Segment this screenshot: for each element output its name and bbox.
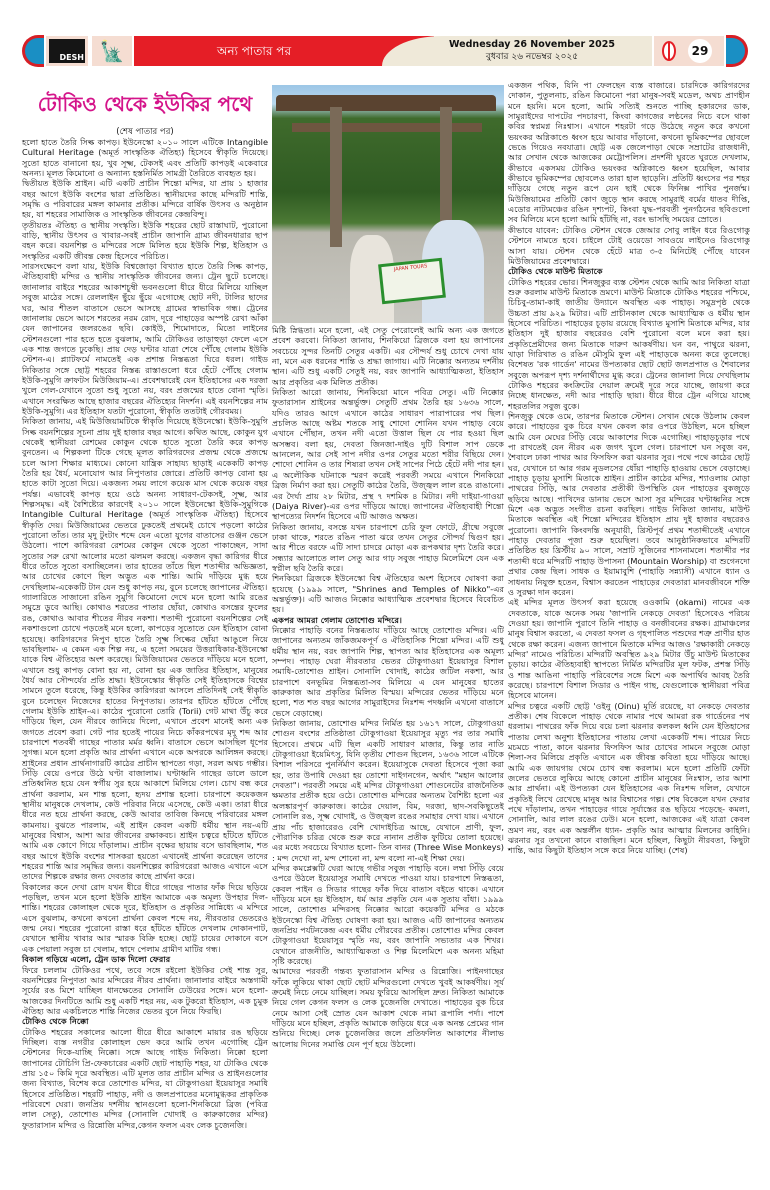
article-paragraph: মন্দির কমপ্লেক্সটি ঘেরা আছে গভীর সবুজ পাহাড়ি বনে। লম্বা সিঁড়ি বেয়ে ওপরে উঠলে ইয়েয়াসুর সমাধি দেখতে পাওয়া যায়। চারপাশে নিস্তব্ধতা, কেবল পাইন ও সিডার গাছের ফাঁক দিয়ে বাতাস বইতে থাকে। এখানে দাঁড়িয়ে মনে হয় ইতিহাস, ধর্ম আর প্রকৃতি যেন এক সুতায় বাঁধা। ১৯৯৯ সালে, তোশোগু মন্দিরসহ নিক্কোর আরো কয়েকটি মন্দির ও মঠকে ইউনেস্কো বিশ্ব ঐতিহ্য ঘোষণা করা হয়। আজও এটি জাপানের অন্যতম জনপ্রিয় পর্যটনকেন্দ্র এবং ধর্মীয় গৌরবের প্রতীক। তোশোগু মন্দির কেবল টোকুগাওয়া ইয়েয়াসুর স্মৃতি নয়, বরং জাপানি সভ্যতার এক শিখর। যেখানে রাজনীতি, আধ্যাত্মিকতা ও শিল্প মিলেমিশে এক অনন্য মহিমা সৃষ্টি করেছে। (272, 862, 504, 966)
flag-emblem-icon (662, 41, 676, 61)
article-column-2 (272, 325, 504, 1049)
article-subheading: একপর আমরা গেলাম তোশোগু মন্দিরে। (272, 614, 402, 625)
article-paragraph: শিনজুকু থেকে ওমে, তারপর মিতাকে স্টেশন। সেখান থেকে উঠলাম কেবল কারে। পাহাড়ের বুক চিরে যখন কেবল কার ওপরে উঠছিল, মনে হচ্ছিল আমি যেন মেঘের সিঁড়ি বেয়ে আকাশের দিকে এগোচ্ছি। পাহাড়চূড়ার পথে পা রাখতেই যেন নীরব এক জগৎ খুলে গেল। চারপাশে ঘন সবুজ বন, শৈবালে ঢাকা পাথর আর ফিসফিস করা ঝরনার সুর। পথে পথে কাঠের ছোট্ট ঘর, যেখানে চা আর গরম নুডলসের ধোঁয়া পাহাড়ি হাওয়ায় ভেসে বেড়াচ্ছে। পাহাড় চূড়ায় মুসাশি মিতাকে শ্রাইন। প্রাচীন কাঠের মন্দির, শ্যাওলায় মোড়া পাথরের সিঁড়ি, আর দেবতার প্রতীকী উপস্থিতি যেন পাহাড়ের বুকজুড়ে ছড়িয়ে আছে। পাখিদের ডানায় ভেসে আসা সুর মন্দিরের ঘণ্টাধ্বনির সঙ্গে মিশে এক অদ্ভুত সংগীত রচনা করছিল। গাইড নিকিতা জানায়, মাউন্ট মিতাকে অবস্থিত এই শিন্তো মন্দিরের ইতিহাস প্রায় দুই হাজার বছরেরও পুরোনো। জাপানি কিংবদন্তি অনুযায়ী, খ্রিস্টপূর্ব প্রথম শতাব্দীতেই এখানে পাহাড় দেবতার পূজা শুরু হয়েছিল। তবে আনুষ্ঠানিকভাবে মন্দিরটি প্রতিষ্ঠিত হয় খ্রিস্টীয় ৯০ সালে, সম্রাট সুজিনের শাসনামলে। শতাব্দীর পর শতাব্দী ধরে মন্দিরটি পাহাড় উপাসনা (Mountain Worship) বা শুগেনদো প্রথার কেন্দ্র ছিল। সাধক ও ইয়ামাবুশি (পাহাড়ি সন্ন্যাসী) এখানে ধ্যান ও সাধনায় নিযুক্ত হতেন, বিশ্বাস করতেন পাহাড়ের দেবতারা মানবজীবনে শক্তি ও সুরক্ষা দান করেন। (508, 411, 750, 597)
article-photo (272, 85, 504, 323)
article-paragraph: এই মন্দির মূলত উৎসর্গ করা হয়েছে ওওকামি (okami) নামের এক দেবতাকে, যাকে অনেক সময় 'জাপানি নেকড়ে দেবতা' হিসেবেও পরিচয় দেওয়া হয়। জাপানি পুরাণে তিনি পাহাড় ও বনজীবনের রক্ষক। গ্রামাঞ্চলের মানুষ বিশ্বাস করতো, এ দেবতা ফসল ও গৃহপালিত পশুদের শত্রু প্রাণীর হাত থেকে রক্ষা করেন। এজন্য জাপানে মিতাকে মন্দির আজও 'রক্ষাকারী নেকড়ে মন্দির' নামেও পরিচিত। মন্দিরটি অবস্থিত ৯২৯ মিটার উঁচু মাউন্ট মিতাকের চূড়ায়। কাঠের ঐতিহ্যবাহী স্থাপত্যে নির্মিত মন্দিরটির মূল ফটক, প্রশস্ত সিঁড়ি ও শান্ত আঙিনা পাহাড়ি পরিবেশের সঙ্গে মিশে এক অপার্থিব আবহ তৈরি করেছে। চারপাশে বিশাল সিডার ও পাইন গাছ, যেগুলোকে স্থানীয়রা পবিত্র হিসেবে মানেন। (508, 597, 750, 701)
page-number-box (654, 36, 724, 66)
page-number: 29 (688, 39, 712, 63)
date-english: Wednesday 26 November 2025 (449, 39, 615, 50)
header-right-cap (726, 35, 748, 67)
article-paragraph: মন্দির চত্বরে একটি ছোট্ট 'ওইনু (Oinu) মূর্তি রয়েছে, যা নেকড়ে দেবতার প্রতীক। শেষ বিকেলে পাহাড় থেকে নামার পথে আমরা রক গার্ডেনের পথ ধরলাম। পাথরের ফাঁক দিয়ে বয়ে চলা ঝরনার কলকল ধ্বনি যেন ইতিহাসের পাতায় লেখা অনুশ্য ইতিহাসের পাতায় লেখা একেকটি শব্দ। পায়ের নিচে মচমচে পাতা, কানে ঝরনার ফিসফিস আর চোখের সামনে সবুজে মোড়া শিলা-সব মিলিয়ে প্রকৃতি এখানে এক জীবন্ত কবিতা হয়ে দাঁড়িয়ে আছে। আমি এক জায়গায় থেমে চোখ বন্ধ করলাম। মনে হলো প্রতিটি ফোঁটা জলের ভেতরে লুকিয়ে আছে কোনো প্রাচীন মানুষের নিঃশ্বাস, তার আশা আর প্রার্থনা। এই উপত্যকা যেন ইতিহাসের এক নিঃশব্দ দলিল, যেখানে প্রকৃতিই লিখে রেখেছে মানুষ আর বিশ্বাসের গল্প। শেষ বিকেলে যখন ফেরার পথে দাঁড়ালাম, তখন পাহাড়ের গায়ে সূর্যাস্তের রঙ ছড়িয়ে পড়েছে- কমলা, সোনালি, আর লাল রঙের ঢেউ। মনে হলো, আজকের এই যাত্রা কেবল ভ্রমণ নয়, বরং এক অন্তর্লীন ধ্যান- প্রকৃতি আর আত্মার মিলনের কাহিনি। ঝরনার সুর তখনো কানে বাজছিল। মনে হচ্ছিল, কিছুটা নীরবতা, কিছুটা শান্তি, আর কিছুটা ইতিহাস সঙ্গে করে নিয়ে যাচ্ছি। (শেষ) (508, 700, 750, 856)
article-paragraph: হলো হাতে তৈরি সিল্ক কাপড়। ইউনেস্কো ২০১০ সালে এটিকে Intangible Cultural Heritage (অমূর্ত সাংস্কৃতিক ঐতিহ্য) হিসেবে স্বীকৃতি দিয়েছে। সুতো হাতে বানানো হয়, খুব সূক্ষ্ম, টেকসই এবং প্রতিটি কাপড়ই একেবারে অনন্য। মূলত কিমোনো ও অন্যান্য হস্তনির্মিত সামগ্রী তৈরিতে ব্যবহৃত হয়। (22, 137, 268, 179)
article-subheading: বিকাল গড়িয়ে এলো, ট্রেন ডাক দিলো ফেরার (22, 954, 171, 965)
section-label: অন্য পাতার পর (216, 44, 292, 58)
date-bengali: বুধবার ২৬ নভেম্বর ২০২৫ (485, 52, 579, 62)
tour-banner: JAPAN TOURS (378, 258, 446, 304)
article-paragraph: টোকিও শহরের ভোর। শিনজুকুর ব্যস্ত স্টেশন থেকে আমি আর নিকিতা যাত্রা শুরু করলাম মাউন্ট মিতাকে ভ্রমণে। মাউন্ট মিতাকে টোকিও শহরের পশ্চিমে, চিচিবু-তামা-কাই জাতীয় উদ্যানে অবস্থিত এক পাহাড়। সমুদ্রপৃষ্ঠ থেকে উচ্চতা প্রায় ৯২৯ মিটার। এটি প্রাচীনকাল থেকে আধ্যাত্মিক ও ধর্মীয় স্থান হিসেবে পরিচিত। পাহাড়ের চূড়ায় রয়েছে বিখ্যাত মুসাশি মিতাকে মন্দির, যার ইতিহাস দুই হাজার বছরেরও বেশি পুরোনো বলে মনে করা হয়। প্রকৃতিপ্রেমীদের জন্য মিতাকে দারুণ আকর্ষণীয়। ঘন বন, পাথুরে ঝরনা, খাড়া গিরিখাত ও রঙিন মৌসুমি ফুল এই পাহাড়কে অনন্য করে তুলেছে। বিশেষত 'রক গার্ডেন' নামের উপত্যকার ছোট ছোট জলপ্রপাত ও শৈবালের সবুজে অপরূপ দৃশ্য দর্শনার্থীদের মুগ্ধ করে। ট্রেনের জানালা দিয়ে দেখছিলাম টোকিও শহরের কংক্রিটের দেয়াল ক্রমেই দূরে সরে যাচ্ছে, জায়গা করে নিচ্ছে ধানক্ষেত, নদী আর পাহাড়ি ছায়া। ধীরে ধীরে ট্রেন এগিয়ে যাচ্ছে শহরতলির সবুজ বুকে। (508, 276, 750, 411)
article-paragraph: ফিরে চললাম টোকিওর পথে, তবে সঙ্গে রইলো ইউকির সেই শান্ত সুর, বয়নশিল্পের নিপুণতা আর মন্দিরের নীরব প্রার্থনা। জানালার বাইরে অস্তগামী সূর্যের রঙ মিশে যাচ্ছিল ধানক্ষেতের সোনালি ঢেউয়ের সঙ্গে। মনে হলো-আজকের দিনটিতে আমি শুধু একটি শহর নয়, এক টুকরো ইতিহাস, এক চুমুক ঐতিহ্য আর একচিলতে শান্তি নিজের ভেতর বুনে নিয়ে ফিরছি। (22, 964, 268, 1016)
date-box (382, 36, 652, 66)
article-column-1 (22, 137, 268, 1130)
header-left-cap (22, 35, 44, 67)
article-paragraph: গ্যালারিতে সাজানো রঙিন সুমুগি কিমোনো দেখে মনে হলো আমি রঙের সমুদ্রে ডুবে আছি। কোথাও শরতের পাতার ছোঁয়া, কোথাও বসন্তের ফুলের রঙ, কোথাও আবার শীতের নীরব নকশা। শতাব্দী পুরোনো বয়নশিল্পের সেই নকশাগুলো চোখে পড়তেই মনে হলো, কাপড়ের সুতোতে যেন ইতিহাস বোনা হয়েছে। কারিগরদের নিপুণ হাতে তৈরি সূক্ষ্ম সিল্কের ছোঁয়া আঙুলে নিয়ে ভাবছিলাম- এ কেমন এক শিল্প নয়, এ হলো সময়ের উত্তরাধিকার-ইউনেস্কো যাকে বিশ্ব ঐতিহ্যের অংশ করেছে। মিউজিয়ামের ভেতরে দাঁড়িয়ে মনে হলো, এখানে শুধু কাপড় বোনা হয় না, বোনা হয় এক জাতির ইতিহাস, মানুষের ধৈর্য আর সৌন্দর্যের প্রতি শ্রদ্ধা। ইউনেস্কোর স্বীকৃতি সেই ইতিহাসকে বিশ্বের সামনে তুলে ধরেছে, কিন্তু ইউকির কারিগররা আসলে প্রতিদিনই সেই স্বীকৃতি বুনে চলেছেন নিজেদের হাতের নিপুণতায়। তারপর হাঁটতে হাঁটতে পৌঁছে গেলাম ইউকি শ্রাইন-এ। কাঠের পুরোনো তোরি (Torii) গেট মাথা উঁচু করে দাঁড়িয়ে ছিল, যেন নীরবে জানিয়ে দিলো, এখানে প্রবেশ মানেই অন্য এক জগতে প্রবেশ করা। গেট পার হতেই পায়ের নিচে কাঁকরপথের মৃদু শব্দ আর চারপাশে শতবর্ষী গাছের পাতার মর্মর ধ্বনি। বাতাসে ভেসে আসছিল ধূপের সুগন্ধ। মনে হলো প্রকৃতি আর প্রার্থনা এখানে একে অপরকে আলিঙ্গন করছে। শ্রাইনের প্রধান প্রার্থনাগারটি কাঠের প্রাচীন স্থাপত্যে গড়া, সরল অথচ গম্ভীর। সিঁড়ি বেয়ে ওপরে উঠে ঘণ্টা বাজালাম। ঘণ্টাধ্বনি গাছের ডালে ডালে প্রতিধ্বনিত হয়ে যেন স্বর্গীয় সুর হয়ে আকাশে মিলিয়ে গেল। চোখ বন্ধ করে প্রার্থনা করলাম, মন শান্ত হলো, হৃদয় প্রশান্ত হলো। চারপাশে কয়েকজন স্থানীয় মানুষকে দেখলাম, কেউ পরিবার নিয়ে এসেছে, কেউ একা। তারা ধীরে ধীরে নত হয়ে প্রার্থনা করছে, কেউ আবার তাবিজ কিনছে পরিবারের মঙ্গল কামনায়। বুঝতে পারলাম, এই শ্রাইন কেবল একটি ধর্মীয় স্থান নয়-এটি মানুষের বিশ্বাস, আশা আর জীবনের রক্ষাকবচ। শ্রাইন চত্বরে হাঁটতে হাঁটতে আমি এক কোণে গিয়ে দাঁড়ালাম। প্রাচীন বৃক্ষের ছায়ায় বসে ভাবছিলাম, শত বছর আগে ইউকি বংশের শাসকরা হয়তো এখানেই প্রার্থনা করেছেন তাদের শহরের শান্তি আর সমৃদ্ধির জন্য। বয়নশিল্পের কারিগরেরা আজও এখানে এসে তাদের শিল্পকে রক্ষার জন্য দেবতার কাছে প্রার্থনা করে। (22, 592, 268, 882)
article-paragraph: নিকিতা জানায়, এই মিউজিয়ামটিকে স্বীকৃতি দিয়েছে ইউনেস্কো। ইউকি-সুমুগি সিল্ক বয়নশিল্পের সূচনা প্রায় দুই হাজার বছর আগে। কথিত আছে, কোকুন যুগ থেকেই স্থানীয়রা রেশমের কোকুন থেকে হাতে সুতো তৈরি করে কাপড় বুনতেন। এ শিল্পকলা টিকে গেছে মূলত কারিগরদের প্রজন্ম থেকে প্রজন্মে চলে আসা শিক্ষার মাধ্যমে। কোনো যান্ত্রিক সাহায্য ছাড়াই একেকটি কাপড় তৈরি হয় ধৈর্য, মনোযোগ আর নিপুণতার জোরে। প্রতিটি কাপড় বোনা হয় হাতে কাটা সুতো দিয়ে। একজন্য সময় লাগে কয়েক মাস থেকে কয়েক বছর পর্যন্ত। এভাবেই কাপড় হয়ে ওঠে অনন্য সাধারণ-টেকসই, সূক্ষ্ম, আর শিল্পসমৃদ্ধ। এই বৈশিষ্ট্যের কারণেই ২০১০ সালে ইউনেস্কো ইউকি-সুমুগিকে Intangible Cultural Heritage (অমূর্ত সাংস্কৃতিক ঐতিহ্য) হিসেবে স্বীকৃতি দেয়। মিউজিয়ামের ভেতরে ঢুকতেই প্রথমেই চোখে পড়লো কাঠের পুরোনো তাঁত। তার মৃদু টুংটাং শব্দে যেন এতো যুগের বাতাসের গুঞ্জন ভেসে উঠলো। পাশে কারিগররা রেশমের কোকুন থেকে সুতো পাকাচ্ছেন, সাদা সুতোর সরু রেখা আলোর মতো ঝলমল করছে। একজন বৃদ্ধা কারিগর ধীরে ধীরে তাঁতে সুতো বসাচ্ছিলেন। তার হাতের তাঁতে ছিল শতাব্দীর অভিজ্ঞতা, আর চোখের কোণে ছিল অদ্ভুত এক শান্তি। আমি দাঁড়িয়ে মুগ্ধ হয়ে দেখছিলাম-একেকটি টান যেন শুধু কাপড় নয়, বুনে চলেছে জাপানের ঐতিহ্য। (22, 416, 268, 592)
statue-of-liberty-icon: 🗽 (92, 36, 132, 66)
article-paragraph: নিকিতা আরো জানায়, শিনকিয়ো মানে পবিত্র সেতু। এটি নিক্কোর ফুতারাসান শ্রাইনের অন্তর্ভুক্ত। সেতুটি প্রথম তৈরি হয় ১৬৩৬ সালে, যদিও তারও আগে এখানে কাঠের সাধারণ পারাপারের পথ ছিল। প্রচলিত আছে অষ্টম শতকে সাধু শোদো শোনিন যখন পাহাড় বেয়ে এখানে পৌঁছান, তখন নদী এতো উত্তাল ছিল যে পার হওয়া ছিল অসম্ভব। বলা হয়, দেবতা জিনজা-দাইও দুটি বিশাল সাপ ডেকে আনলেন, আর সেই সাপ নদীর ওপর সেতুর মতো শরীর বিছিয়ে দেন। শোদো শোনিন ও তার শিষ্যরা তখন সেই সাপের পিঠে হেঁটে নদী পার হন। এ অলৌকিক ঘটনাকে স্মরণ করেই পরবর্তী সময়ে এখানে শিনকিয়ো ব্রিজ নির্মাণ করা হয়। সেতুটি কাঠের তৈরি, উজ্জ্বল লাল রঙে রাঙানো। এর দৈর্ঘ্য প্রায় ২৮ মিটার, প্রস্থ ৭ দশমিক ৪ মিটার। নদী দাইয়া-গাওয়া (Daiya River)-এর ওপর দাঁড়িয়ে আছে। জাপানের ঐতিহ্যবাহী শিন্তো স্থাপত্যের নিদর্শন হিসেবে এটি আজও অক্ষত। (272, 387, 504, 522)
article-paragraph: মিষ্টি স্নিগ্ধতা। মনে হলো, এই সেতু পেরোলেই আমি অন্য এক জগতে প্রবেশ করবো। নিকিতা জানায়, শিনকিয়ো ব্রিজকে বলা হয় জাপানের সবচেয়ে সুন্দর তিনটি সেতুর একটি। এর সৌন্দর্য শুধু চোখে দেখা যায় না, মনে এক ধরনের শান্তি ও শ্রদ্ধা জাগায়। এটি নিক্কোর অন্যতম দর্শনীয় স্থান। এটি শুধু একটি সেতুই নয়, বরং জাপানি আধ্যাত্মিকতা, ইতিহাস আর প্রকৃতির এক মিলিত প্রতীক। (272, 325, 504, 387)
article-paragraph: দ্বিতীয়ত ইউকি শ্রাইন। এটি একটি প্রাচীন শিন্তো মন্দির, যা প্রায় ১ হাজার বছর আগে ইউকি বংশের দ্বারা প্রতিষ্ঠিত। স্থানীয়দের কাছে মন্দিরটি শান্তি, সমৃদ্ধি ও পরিবারের মঙ্গল কামনার প্রতীক। মন্দিরে বার্ষিক উৎসব ও অনুষ্ঠান হয়, যা শহরের সামাজিক ও সাংস্কৃতিক জীবনের কেন্দ্রবিন্দু। (22, 178, 268, 220)
article-subheading: টোকিও থেকে নিক্কো (22, 1016, 89, 1027)
article-paragraph: আমাদের পরবর্তী গন্তব্য ফুতারাসান মন্দির ও রিন্নোজি। পাইনগাছের ফাঁকে লুকিয়ে থাকা ছোট ছোট মন্দিরগুলো দেখতে খুবই আকর্ষণীয়। সূর্য ক্রমেই নিচে নেমে যাচ্ছিল। সময় ফুরিয়ে আসছিল দ্রুত। নিকিতা আমাকে নিয়ে গেল কেগন ফলস ও লেক চুজেনজি দেখাতে। পাহাড়ের বুক চিরে নেমে আসা সেই স্রোত যেন আকাশ থেকে নামা রূপালি পর্দা। পাশে দাঁড়িয়ে মনে হচ্ছিল, প্রকৃতি আমাকে জড়িয়ে ধরে এক অনন্ত প্রেমের গান শুনিয়ে দিচ্ছে। লেক চুজেনজির জলে প্রতিফলিত আকাশের নীলাভ আলোয় দিনের সমাপ্তি যেন পূর্ণ হয়ে উঠলো। (272, 966, 504, 1049)
article-paragraph: শিনকিয়ো ব্রিজকে ইউনেস্কো বিশ্ব ঐতিহ্যের অংশ হিসেবে ঘোষণা করা হয়েছে (১৯৯৯ সালে, "Shrines and Temples of Nikko"-এর অন্তর্ভুক্ত)। এটি আজও নিক্কোর আধ্যাত্মিক প্রবেশদ্বার হিসেবে বিবেচিত হয়। (272, 573, 504, 615)
article-paragraph: টোকিও শহরের সকালের আলো ধীরে ধীরে আকাশে মায়ার রঙ ছড়িয়ে দিচ্ছিল। ব্যস্ত নগরীর কোলাহল ভেদ করে আমি তখন এগোচ্ছি ট্রেন স্টেশনের দিকে-যাচ্ছি নিক্কো। সঙ্গে আছে গাইড নিকিতা। নিক্কো হলো জাপানের টোচিগি প্রি-ফেকচারের একটি ছোট পাহাড়ি শহর, যা টোকিও থেকে প্রায় ১৫০ কিমি দূরে অবস্থিত। এটি মূলত তার প্রাচীন মন্দির ও শ্রাইনগুলোর জন্য বিখ্যাত, বিশেষ করে তোশোগু মন্দির, যা টোকুগাওয়া ইয়েয়াসুর সমাধি হিসেবে প্রতিষ্ঠিত। শহরটি পাহাড়, নদী ও জলপ্রপাতের মনোমুগ্ধকর প্রাকৃতিক পরিবেশে ঘেরা। জনপ্রিয় দর্শনীয় স্থানগুলো হলো-শিনকিয়ো ব্রিজ (পবিত্র লাল সেতু), তোশোগু মন্দির (সোনালি খোদাই ও কারুকাজের মন্দির) ফুতারাসান মন্দির ও রিন্নোজি মন্দির,কেগন ফলস এবং লেক চুজেনজি। (22, 1026, 268, 1130)
article-paragraph: তৃতীয়তঃ ঐতিহ্য ও স্থানীয় সংস্কৃতি। ইউকি শহরের ছোট রাস্তাঘাট, পুরোনো বাড়ি, স্থানীয় উৎসব ও খাবার-সবই প্রাচীন জাপানি গ্রাম্য জীবনধারার ছাপ বহন করে। বয়নশিল্প ও মন্দিরের সঙ্গে মিলিত হয়ে ইউকি শিল্প, ইতিহাস ও সংস্কৃতির একটি জীবন্ত কেন্দ্র হিসেবে পরিচিত। (22, 219, 268, 261)
article-headline: টোকিও থেকে ইউকির পথে (37, 92, 253, 116)
logo-mark: DESH (49, 39, 85, 63)
article-subheading: টোকিও থেকে মাউন্ট মিতাকে (508, 266, 603, 277)
newspaper-logo (46, 36, 88, 66)
torii-gate-crossbar (292, 123, 482, 132)
torii-post (330, 107, 342, 247)
article-paragraph: সারসংক্ষেপে বলা যায়, ইউকি বিশ্বজোড়া বিখ্যাত হাতে তৈরি সিল্ক কাপড়, ঐতিহ্যবাহী মন্দির ও স্থানীয় সাংস্কৃতিক জীবনের জন্য। ট্রেন ছুটে চলেছে। জানালার বাইরে শহরের আকাশচুম্বী ভবনগুলো ধীরে ধীরে মিলিয়ে যাচ্ছিল সবুজ মাঠের সঙ্গে। রেললাইন ছুঁয়ে ছুঁয়ে এগোচ্ছে ছোট নদী, টালির ছাদের ঘর, আর শীতল বাতাসে ভেসে আসছে গ্রামের স্বাভাবিক গন্ধ। ট্রেনের জানালায় ভেসে আসে শরতের নরম রোদ, দূরে পাহাড়ের অস্পষ্ট রেখা আঁকা যেন জাপানের জলরঙের ছবি। কোইউ, শিমোদাতে, মিতো লাইনের স্টেশনগুলো পার হতে হতে বুঝলাম, আমি টোকিওর তাড়াহুড়া ফেলে এসে এক শান্ত জগতে ঢুকেছি। প্রায় দেড় ঘণ্টার যাত্রা শেষে পৌঁছে গেলাম ইউকি স্টেশন-এ। প্ল্যাটফর্মে নামতেই এক প্রশান্ত নিস্তব্ধতা ঘিরে ধরল। গাইড নিকিতার সঙ্গে ছোট্ট শহরের নিস্তব্ধ রাস্তাগুলো ধরে হেঁটে পৌঁছে গেলাম ইউকি-সুমুগি ক্রাফটস মিউজিয়াম-এ। প্রবেশদ্বারেই যেন ইতিহাসের এক দরজা খুলে গেল-যেখানে সুতো শুধু সুতো নয়, বরং প্রজন্মের হাতে বোনা স্মৃতি। এখানে সংরক্ষিত আছে হাজার বছরের ঐতিহ্যের নিদর্শন। এই বয়নশিল্পের নাম ইউকি-সুমুগি। এর ইতিহাস যতটা পুরোনো, স্বীকৃতি ততটাই গৌরবময়। (22, 261, 268, 416)
article-paragraph: নিক্কোর পাহাড়ি বনের নিস্তব্ধতায় দাঁড়িয়ে আছে তোশোগু মন্দির। এটি জাপানের অন্যতম জাঁকজমকপূর্ণ ও ঐতিহাসিক শিন্তো মন্দির। এটি শুধু ধর্মীয় স্থান নয়, বরং জাপানি শিল্প, স্থাপত্য আর ইতিহাসের এক অমূল্য সম্পদ। পাহাড় ঘেরা নীরবতার ভেতর টোকুগাওয়া ইয়েয়াসুর বিশাল সমাধি-তোশোগু শ্রাইন। সোনালি খোদাই, কাঠের জটিল নকশা, আর চারপাশে বনভূমির নিস্তব্ধতা-সব মিলিয়ে এ যেন মানুষের হাতের কারুকাজ আর প্রকৃতির মিলিত বিস্ময়। মন্দিরের ভেতর দাঁড়িয়ে মনে হলো, শত শত বছর আগের সামুরাইদের নিঃশব্দ পদধ্বনি এখনো বাতাসে ভেসে বেড়াচ্ছে। (272, 624, 504, 718)
torii-gate-beam (276, 95, 496, 111)
article-paragraph: নিকিতা জানায়, তোশোগু মন্দির নির্মিত হয় ১৬১৭ সালে, টোকুগাওয়া শোগুন বংশের প্রতিষ্ঠাতা টোকুগাওয়া ইয়েয়াসুর মৃত্যু পর তার সমাধি হিসেবে। প্রথমে এটি ছিল একটি সাধারণ মাজার, কিন্তু তার নাতি টোকুগাওয়া ইয়েমিৎসু, যিনি তৃতীয় শোগুন ছিলেন, ১৬৩৬ সালে এটিকে বিশাল পরিসরে পুনর্নির্মাণ করেন। ইয়েয়াসুকে দেবতা হিসেবে পূজা করা হয়, তার উপাধি দেওয়া হয় তোশো দাইগনগেন, অর্থাৎ "মহান আলোর দেবতা"। পরবর্তী সময়ে এই মন্দির টোকুগাওয়া শোগুনেটের রাজনৈতিক ক্ষমতার প্রতীক হয়ে ওঠে। তোশোগু মন্দিরের অন্যতম বৈশিষ্ট্য হলো এর অলঙ্কারপূর্ণ কারুকাজ। কাঠের দেয়াল, বিম, দরজা, ছাদ-সবকিছুতেই সোনালি রঙ, সূক্ষ্ম খোদাই, ও উজ্জ্বল রঙের সমাহার দেখা যায়। এখানে প্রায় পাঁচ হাজারেরও বেশি খোদাইচিত্র আছে, যেখানে প্রাণী, ফুল, পৌরাণিক চরিত্র থেকে শুরু করে নানান প্রতীক ফুটিয়ে তোলা হয়েছে। এর মধ্যে সবচেয়ে বিখ্যাত হলো- তিন বানর (Three Wise Monkeys) : মন্দ দেখো না, মন্দ শোনো না, মন্দ বলো না-এই শিক্ষা দেয়। (272, 718, 504, 863)
article-column-3 (508, 80, 750, 856)
page-header (22, 35, 748, 67)
continued-note: (শেষ পাতার পর) (116, 127, 174, 137)
article-paragraph: একজন পথিক, যিনি পা ফেলছেন ব্যস্ত বাজারে। চারদিকে কারিগরদের দোকান, পুতুলনাচ, রঙিন কিমোনো পরা মানুষ-সবই মডেল, অথচ প্রাণহীন মনে হয়নি। মনে হলো, আমি সত্যিই শুনতে পাচ্ছি হকারদের ডাক, সামুরাইদের দাপটের পদচারণা, কিংবা কাগজের লণ্ঠনের নিচে বসে থাকা কবির স্বপ্নমগ্ন নিঃশ্বাস। এখানে শহরটা গড়ে উঠেছে নতুন করে কখনো ভয়ংকর অগ্নিকাণ্ডে ধ্বংস হয়ে আবার দাঁড়ানো, কখনো ভূমিকম্পের ছোবলে ভেঙে গিয়েও নবযাত্রা। ছোট্ট এক জেলেপাড়া থেকে সম্রাটের রাজধানী, আর সেখান থেকে আজকের মেট্রোপলিস। প্রদর্শনী ঘুরতে ঘুরতে দেখলাম, কীভাবে একসময় টোকিও ভয়ংকর অগ্নিকাণ্ডে ধ্বংস হয়েছিল, আবার কীভাবে ভূমিকম্পের ছোবলেও তারা হাল ছাড়েনি। প্রতিটি ধ্বংসের পর শহর দাঁড়িয়ে গেছে নতুন রূপে যেন ছাই থেকে ফিনিক্স পাখির পুনর্জন্ম। মিউজিয়ামের প্রতিটি কোণ জুড়ে স্থান করছে সামুরাই বর্মের ধাতব দীপ্তি, এডোর নাট্যমঞ্চের রঙিন দৃশ্যপট, কিংবা যুদ্ধ-পরবর্তী পুনর্গঠনের ছবিগুলো সব মিলিয়ে মনে হলো আমি হাঁটছি না, বরং ভাসছি সময়ের স্রোতে। (508, 80, 750, 225)
article-paragraph: কীভাবে যাবেন: টোকিও স্টেশন থেকে জেআর সোবু লাইন ধরে রিওগোকু স্টেশনে নামতে হবে। চাইলে টোই ওয়েডো সাবওয়ে লাইনেও রিওগোকু আসা যায়। স্টেশন থেকে হেঁটে মাত্র ৩-৫ মিনিটেই পৌঁছে যাবেন মিউজিয়ামের প্রবেশদ্বারে। (508, 224, 750, 266)
article-paragraph: বিকালের কনে দেখা রোদ যখন ধীরে ধীরে গাছের পাতার ফাঁক দিয়ে ছড়িয়ে পড়ছিল, তখন মনে হলো ইউকি শ্রাইন আমাকে এক অমূল্য উপহার দিল-শান্তি। শহরের কোলাহল থেকে দূরে, ইতিহাস ও প্রকৃতির সান্নিধ্যে এ মন্দিরে এসে বুঝলাম, কখনো কখনো প্রার্থনা কেবল শব্দে নয়, নীরবতার ভেতরেও জন্ম নেয়। শহরের পুরোনো রাস্তা ধরে হাঁটতে হাঁটতে দেখলাম দোকানপাট, যেখানে স্থানীয় খাবার আর স্মারক বিক্রি হচ্ছে। ছোট্ট চায়ের দোকানে বসে এক পেয়ালা সবুজ চা খেলাম, স্বাদে পেলাম গ্রামীণ মাটির গন্ধ। (22, 881, 268, 954)
article-paragraph: নিকিতা জানায়, বসন্তে যখন চারপাশে চেরি ফুল ফোটে, গ্রীষ্মে সবুজে ঢাকা থাকে, শরতে রঙিন পাতা ঝরে তখন সেতুর সৌন্দর্য দ্বিগুণ হয়। আর শীতে বরফে এটি সাদা চাদরে মোড়া এক রূপকথার দৃশ্য তৈরি করে। সন্ধ্যার আলোতে লাল সেতু আর গাঢ় সবুজ পাহাড় মিলেমিশে যেন এক স্বপ্নীল ছবি তৈরি করে। (272, 521, 504, 573)
